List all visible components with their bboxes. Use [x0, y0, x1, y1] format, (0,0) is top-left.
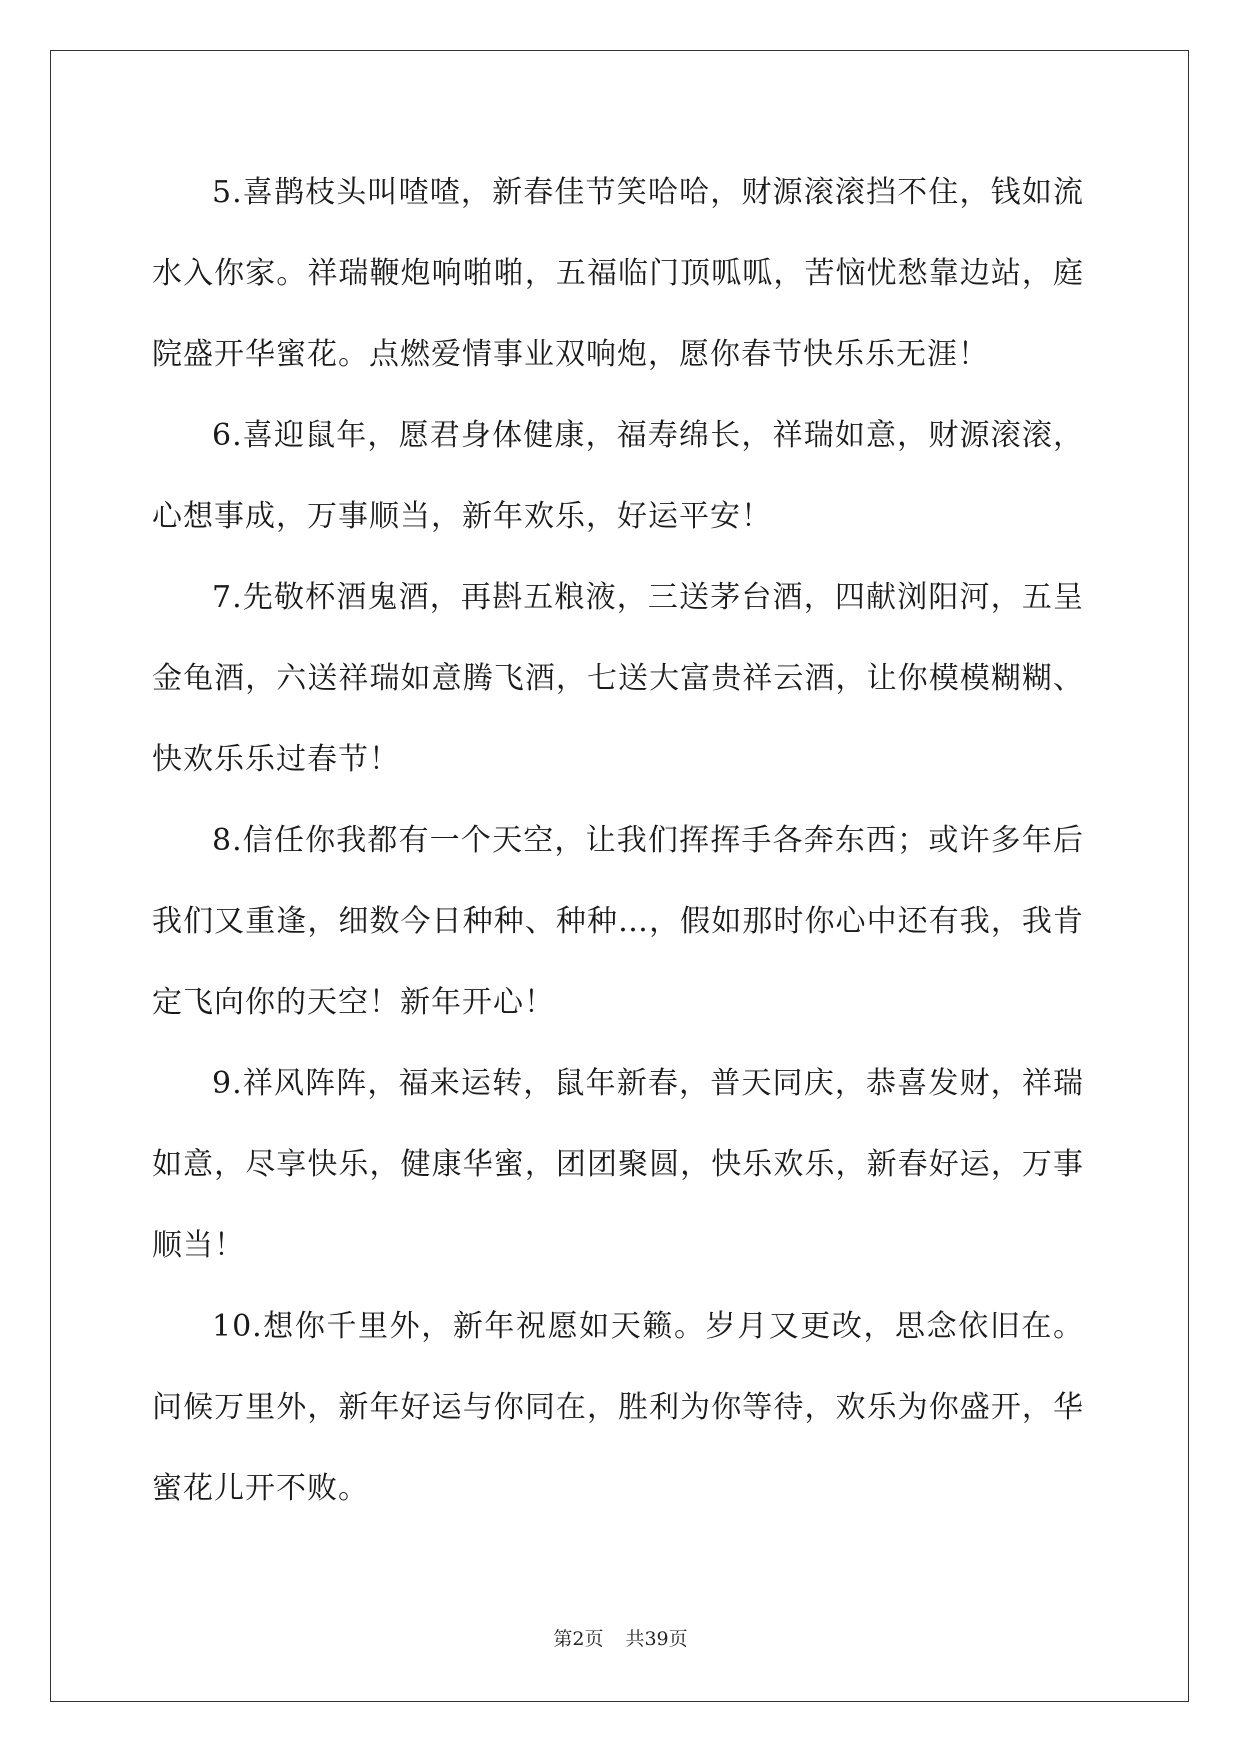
page-total: 共39页 — [625, 1628, 688, 1650]
paragraph-7: 7.先敬杯酒鬼酒，再斟五粮液，三送茅台酒，四献浏阳河，五呈金龟酒，六送祥瑞如意腾飞酒，七送大富贵祥云酒，让你模模糊糊、快欢乐乐过春节！ — [152, 580, 1084, 777]
paragraph-9: 9.祥风阵阵，福来运转，鼠年新春，普天同庆，恭喜发财，祥瑞如意，尽享快乐，健康华蜜，团团聚圆，快乐欢乐，新春好运，万事顺当！ — [152, 1066, 1084, 1263]
paragraph-5: 5.喜鹊枝头叫喳喳，新春佳节笑哈哈，财源滚滚挡不住，钱如流水入你家。祥瑞鞭炮响啪啪，五福临门顶呱呱，苦恼忧愁靠边站，庭院盛开华蜜花。点燃爱情事业双响炮，愿你春节快乐乐无涯！ — [152, 175, 1084, 372]
page-footer — [0, 1624, 1241, 1651]
page-number: 第2页 — [553, 1628, 604, 1650]
paragraph-8: 8.信任你我都有一个天空，让我们挥挥手各奔东西；或许多年后我们又重逢，细数今日种种、种种…，假如那时你心中还有我，我肯定飞向你的天空！新年开心！ — [152, 823, 1084, 1020]
paragraph-10: 10.想你千里外，新年祝愿如天籁。岁月又更改，思念依旧在。问候万里外，新年好运与你同在，胜利为你等待，欢乐为你盛开，华蜜花儿开不败。 — [152, 1309, 1084, 1506]
document-body — [152, 152, 1084, 1529]
paragraph-6: 6.喜迎鼠年，愿君身体健康，福寿绵长，祥瑞如意，财源滚滚，心想事成，万事顺当，新年欢乐，好运平安！ — [152, 418, 1084, 534]
